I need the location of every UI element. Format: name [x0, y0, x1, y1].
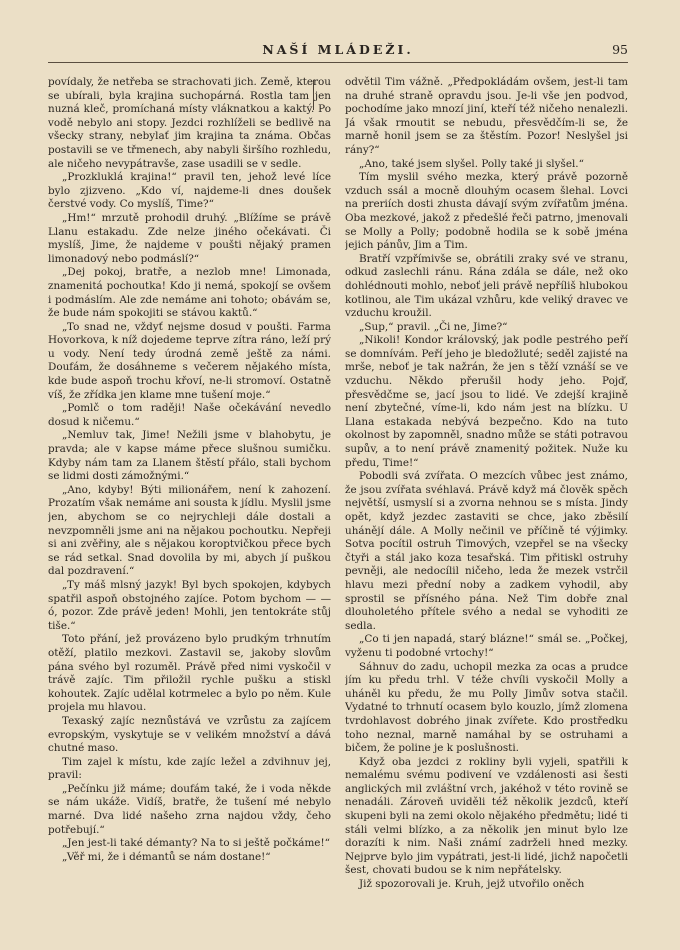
- right-column: [345, 76, 628, 920]
- paragraph: „Pomlč o tom raději! Naše očekávání nevedlo dosud k ničemu.“: [48, 402, 331, 428]
- paragraph: odvětil Tim vážně. „Předpokládám ovšem, jest-li tam na druhé straně opravdu jsou. Je-li vše jen podvod, pochodíme jako mnozí jiní, kteří též ničeho nenalezli. Já však rmoutit se nebudu, přesvědčím-li se, že marně honil jsem se za štěstím. Pozor! Neslyšel jsi rány?“: [345, 76, 628, 156]
- left-column: [48, 76, 331, 920]
- text-columns: [48, 76, 628, 920]
- paragraph: „Nemluv tak, Jime! Nežili jsme v blahobytu, je pravda; ale v kapse máme přece slušnou sumičku. Kdyby nám tam za Llanem štěstí přálo, stali bychom se lidmi dosti zámožnými.“: [48, 429, 331, 483]
- paragraph: „Jen jest-li také démanty? Na to si ještě počkáme!“: [62, 837, 330, 850]
- paragraph: „Ano, také jsem slyšel. Polly také ji slyšel.“: [359, 157, 584, 170]
- paragraph: Když oba jezdci z rokliny byli vyjeli, spatřili k nemalému svému podivení ve vzdálenosti asi šesti anglických mil zvláštní vrch, jakéhož v této rovině se nenadáli. Zároveň uviděli též několik jezdců, kteří skupeni byli na zemi okolo nějakého předmětu; lidé ti stáli velmi blízko, a za několik jen minut bylo lze dorazíti k nim. Naši známí zadrželi hned mezky. Nejprve bylo jim vypátrati, jest-li lidé, jichž napočetli šest, chovati budou se k nim nepřátelsky.: [345, 755, 628, 877]
- paragraph: Texaský zajíc neznůstává ve vzrůstu za zajícem evropským, vyskytuje se v velikém množství a dává chutné maso.: [48, 714, 331, 755]
- paragraph: „Pečínku již máme; doufám také, že i voda někde se nám ukáže. Vidíš, bratře, že tušení mé nebylo marné. Dva lidé našeho zrna najdou vždy, čeho potřebují.“: [48, 782, 331, 836]
- paragraph: „Dej pokoj, bratře, a nezlob mne! Limonada, znamenitá pochoutka! Kdo ji nemá, spokojí se ovšem i podmáslím. Ale zde nemáme ani tohoto; obávám se, že bude nám spokojiti se stávou kaktů.“: [48, 266, 331, 320]
- page-number: 95: [612, 42, 628, 57]
- paragraph: Již spozorovali je. Kruh, jejž utvořilo oněch: [359, 878, 585, 891]
- paragraph: „Ty máš mlsný jazyk! Byl bych spokojen, kdybych spatřil aspoň obstojného zajíce. Potom bychom — — ó, pozor. Zde právě jeden! Mohli, jen tentokráte stůj tiše.“: [48, 578, 331, 632]
- paragraph: „Hm!“ mrzutě prohodil druhý. „Blížíme se právě Llanu estakadu. Zde nelze jiného očekávati. Či myslíš, Jime, že najdeme v poušti nějaký pramen limonadový nebo podmáslí?“: [48, 211, 331, 265]
- running-header: [48, 38, 628, 63]
- paragraph: „Ano, kdyby! Býti milionářem, není k zahození. Prozatím však nemáme ani sousta k jídlu. Myslil jsme jen, abychom se co nejrychleji dále dostali a nevzpomněli jsme ani na nějakou pochoutku. Nepřeji si ani zvěřiny, ale s nějakou koroptvičkou přece bych se rád setkal. Snad dovolila by mi, abych jí puškou dal pozdravení.“: [48, 483, 331, 578]
- journal-title: NAŠÍ MLÁDEŽI.: [262, 42, 414, 57]
- paragraph: „Sup,“ pravil. „Či ne, Jime?“: [359, 320, 508, 333]
- paragraph: „Věř mi, že i démantů se nám dostane!“: [62, 850, 271, 863]
- paragraph: „Co ti jen napadá, starý blázne!“ smál se. „Počkej, vyženu ti podobné vrtochy!“: [345, 633, 628, 659]
- paragraph: „Prozkluklá krajina!“ pravil ten, jehož levé líce bylo zjizveno. „Kdo ví, najdeme-li dnes doušek čerstvé vody. Co myslíš, Time?“: [48, 171, 331, 211]
- paragraph: Pobodli svá zvířata. O mezcích vůbec jest známo, že jsou zvířata svéhlavá. Právě když má člověk spěch největší, usmyslí si a zvorna nehnou se s místa. Jindy opět, když jezdec zastaviti se chce, jako zběsilí uhánějí dále. A Molly nečinil ve příčině té výjimky. Sotva pocítil ostruh Timových, vzepřel se na všecky čtyři a stál jako koza tesařská. Tim přitiskl ostruhy pevněji, ale nedocílil ničeho, leda že mezek vstrčil hlavu mezi přední noby a zadkem vyhodil, aby sprostil se přísného pána. Než Tim dobře znal dlouholetého přítele svého a nedal se vyhoditi ze sedla.: [345, 470, 628, 632]
- paragraph: Toto přání, jež provázeno bylo prudkým trhnutím otěží, platilo mezkovi. Zastavil se, jakoby slovům pána svého byl rozuměl. Právě před nimi vyskočil v trávě zajíc. Tim přiložil rychle pušku a stiskl kohoutek. Zajíc udělal kotrmelec a bylo po něm. Kule projela mu hlavou.: [48, 633, 331, 714]
- paragraph: Sáhnuv do zadu, uchopil mezka za ocas a prudce jím ku předu trhl. V téže chvíli vyskočil Molly a uháněl ku předu, že mu Polly Jimův sotva stačil. Vydatné to trhnutí ocasem bylo kouzlo, jímž zlomena tvrdohlavost dobrého jinak zvířete. Kdo prostředku toho neznal, marně namáhal by se ostruhami a bičem, že poline je k poslušnosti.: [345, 660, 628, 755]
- paragraph: Bratří vzpřímivše se, obrátili zraky své ve stranu, odkud zaslechli ránu. Rána zdála se dále, než oko dohlédnouti mohlo, neboť jeli právě nepříliš hlubokou kotlinou, ale Tim ukázal vzhůru, kde veliký dravec ve vzduchu kroužil.: [345, 252, 628, 320]
- paragraph: „Nikoli! Kondor královský, jak podle pestrého peří se domnívám. Peří jeho je bledožluté; seděl zajisté na mršе, neboť je tak nažrán, že jen s těží vznáší se ve vzduchu. Někdo přerušil hody jeho. Pojď, přesvědčme se, jací jsou to lidé. Ve zdejší krajině není zbytečné, víme-li, kdo nám jest na blízku. U Llana estakada nebývá bezpečno. Kdo na tuto okolnost by zapomněl, snadno může se státi potravou supův, a to není právě znamenitý požitek. Nuže ku předu, Time!“: [345, 334, 628, 469]
- paragraph: Tim zajel k místu, kde zajíc ležel a zdvihnuv jej, pravil:: [48, 755, 331, 782]
- paragraph: Tím myslil svého mezka, který právě pozorně vzduch ssál a mocně dlouhým ocasem šlehal. Lovci na preriích dosti zhusta dávají svým zvířatům jména. Oba mezkové, jakož z předešlé řeči patrno, jmenovali se Molly a Polly; podobně hodila se k sobě jména jejich pánův, Jim a Tim.: [345, 171, 628, 252]
- paragraph: „To snad ne, vždyť nejsme dosud v poušti. Farma Hovorkova, k níž dojedeme teprve zítra ráno, leží prý u vody. Není tedy úrodná země ještě za námi. Doufám, že dosáhneme s večerem nějakého místa, kde bude aspoň trochu křoví, ne-li stromoví. Ostatně víš, že zřídka jen klame mne tušení moje.“: [48, 320, 331, 401]
- paragraph: povídaly, že netřeba se strachovati jich. Země, kterou se ubírali, byla krajina suchopárná. Rostla tam jen nuzná kleč, promíchaná místy vláknatkou a kaktý. Po vodě nebylo ani stopy. Jezdci rozhlíželi se bedlivě na všecky strany, nebylať jim krajina ta známa. Občas postavili se ve třmenech, aby nabyli širšího rozhledu, ale ničeho nevypátravše, zase usadili se v sedle.: [48, 76, 331, 170]
